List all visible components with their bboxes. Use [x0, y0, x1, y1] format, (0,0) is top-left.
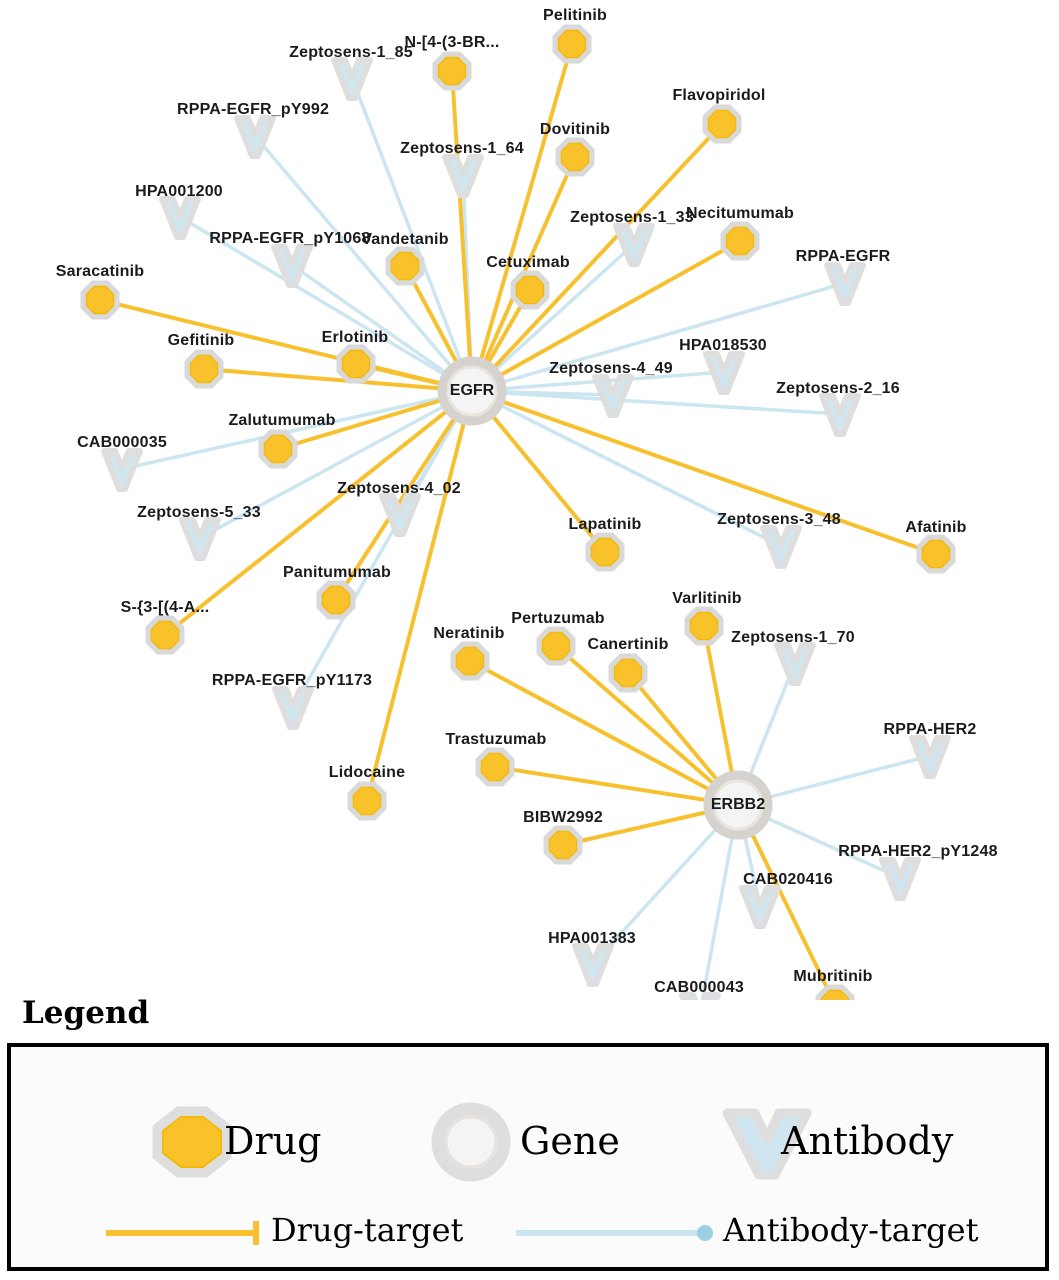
antibody-node[interactable] [706, 354, 742, 392]
antibody-label: Zeptosens-4_49 [549, 360, 673, 377]
drug-node[interactable] [540, 630, 572, 662]
drug-label: Erlotinib [321, 329, 389, 346]
drug-label: Panitumumab [283, 564, 391, 581]
drug-node[interactable] [389, 250, 421, 282]
drug-label: Dovitinib [539, 121, 611, 138]
antibody-label: RPPA-HER2_pY1248 [838, 843, 998, 860]
antibody-label: HPA001200 [135, 183, 223, 200]
antibody-node[interactable] [742, 888, 778, 926]
antibody-node[interactable] [912, 738, 948, 776]
antibody-label: Zeptosens-1_64 [400, 140, 524, 157]
legend-drug-label: Drug [224, 1119, 322, 1163]
drug-node[interactable] [547, 829, 579, 861]
legend-gene-icon [438, 1109, 504, 1175]
antibody-label: CAB000035 [77, 434, 167, 451]
drug-label: Varlitinib [672, 590, 742, 607]
antibody-label: RPPA-EGFR [795, 248, 891, 265]
drug-label: Afatinib [905, 519, 967, 536]
legend-antibody-target-edge [516, 1225, 713, 1241]
drug-node[interactable] [819, 988, 851, 1000]
drug-node[interactable] [454, 645, 486, 677]
drug-node[interactable] [149, 619, 181, 651]
drug-label: N-[4-(3-BR... [404, 34, 500, 51]
drug-label: Necitumumab [686, 205, 794, 222]
drug-label: Mubritinib [793, 968, 873, 985]
legend-drug-icon [159, 1113, 225, 1171]
antibody-node[interactable] [616, 226, 652, 264]
drug-label: Lapatinib [568, 516, 642, 533]
drug-node[interactable] [589, 536, 621, 568]
drug-label: Pelitinib [542, 7, 608, 24]
gene-label: ERBB2 [710, 796, 766, 813]
drug-label: Vandetanib [361, 231, 449, 248]
drug-node[interactable] [340, 348, 372, 380]
antibody-node[interactable] [162, 199, 198, 237]
antibody-label: RPPA-EGFR_pY992 [176, 101, 330, 118]
antibody-label: RPPA-EGFR_pY1068 [209, 230, 371, 247]
legend-antibody-label: Antibody [781, 1119, 954, 1163]
legend-drug-target-text: Drug-target [271, 1211, 464, 1249]
drug-label: Zalutumumab [228, 412, 336, 429]
antibody-label: Zeptosens-1_85 [289, 44, 413, 61]
drug-node[interactable] [706, 108, 738, 140]
drug-node[interactable] [320, 584, 352, 616]
antibody-label: RPPA-HER2 [883, 721, 977, 738]
drug-node[interactable] [479, 751, 511, 783]
antibody-node[interactable] [777, 645, 813, 683]
antibody-label: Zeptosens-2_16 [776, 380, 900, 397]
legend-box [7, 1043, 1049, 1271]
legend-gene-label: Gene [520, 1119, 620, 1163]
antibody-label: Zeptosens-4_02 [337, 480, 461, 497]
antibody-label: CAB020416 [743, 871, 833, 888]
drug-label: Saracatinib [55, 263, 145, 280]
drug-node[interactable] [920, 538, 952, 570]
drug-node[interactable] [351, 785, 383, 817]
drug-label: Pertuzumab [511, 610, 605, 627]
drug-label: S-{3-[(4-A... [120, 599, 210, 616]
antibody-node[interactable] [334, 60, 370, 98]
antibody-label: Zeptosens-3_48 [717, 511, 841, 528]
legend-drug-target-edge [106, 1221, 256, 1245]
drug-node[interactable] [84, 284, 116, 316]
drug-node[interactable] [688, 610, 720, 642]
antibody-label: RPPA-EGFR_pY1173 [211, 672, 373, 689]
drug-node[interactable] [188, 353, 220, 385]
drug-label: Cetuximab [486, 254, 570, 271]
antibody-node[interactable] [182, 520, 218, 558]
drug-node[interactable] [724, 225, 756, 257]
antibody-node[interactable] [827, 265, 863, 303]
drug-node[interactable] [559, 141, 591, 173]
antibody-node[interactable] [882, 860, 918, 898]
antibody-node[interactable] [575, 946, 611, 984]
antibody-label: Zeptosens-1_33 [570, 209, 694, 226]
antibody-label: HPA001383 [548, 930, 636, 947]
drug-label: Trastuzumab [445, 731, 547, 748]
antibody-label: Zeptosens-5_33 [137, 504, 261, 521]
drug-label: Neratinib [433, 625, 505, 642]
drug-label: Flavopiridol [672, 87, 766, 104]
antibody-node[interactable] [274, 247, 310, 285]
legend-title: Legend [22, 995, 150, 1031]
antibody-node[interactable] [445, 157, 481, 195]
drug-node[interactable] [612, 657, 644, 689]
drug-label: Canertinib [587, 636, 669, 653]
drug-node[interactable] [514, 274, 546, 306]
gene-label: EGFR [449, 382, 495, 399]
antibody-node[interactable] [822, 396, 858, 434]
drug-node[interactable] [556, 28, 588, 60]
drug-label: BIBW2992 [523, 809, 603, 826]
legend-antibody-target-text: Antibody-target [723, 1211, 979, 1249]
antibody-node[interactable] [763, 528, 799, 566]
drug-label: Gefitinib [167, 332, 235, 349]
antibody-node[interactable] [275, 689, 311, 727]
antibody-label: CAB000043 [654, 979, 744, 996]
antibody-label: Zeptosens-1_70 [731, 629, 855, 646]
drug-node[interactable] [436, 55, 468, 87]
antibody-label: HPA018530 [679, 337, 767, 354]
drug-label: Lidocaine [328, 764, 406, 781]
antibody-node[interactable] [595, 377, 631, 415]
drug-node[interactable] [262, 433, 294, 465]
antibody-node[interactable] [104, 451, 140, 489]
